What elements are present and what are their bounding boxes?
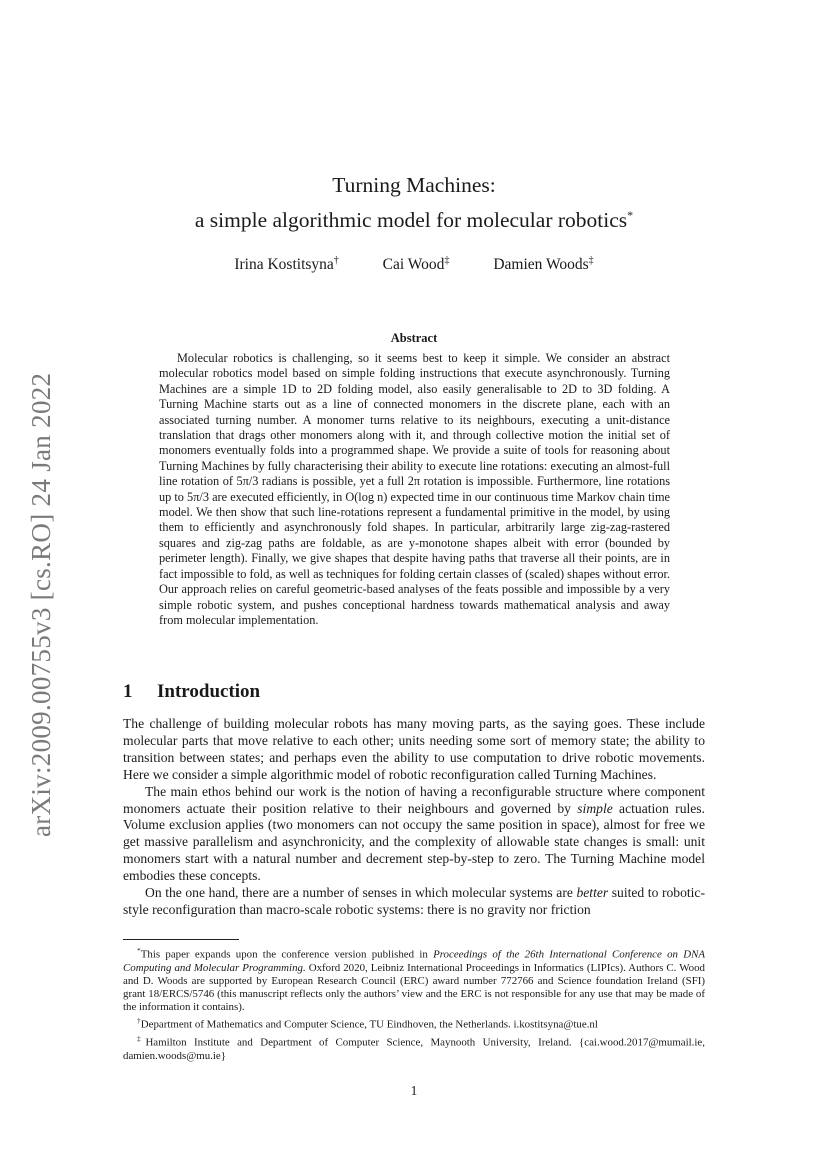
paragraph: The challenge of building molecular robots has many moving parts, as the saying goes. These include molecular parts that move relative to each other; units needing some sort of memory state; the ability to transition between states; and perhaps even the ability to use computation to drive robotic movements. Here we consider a simple algorithmic model of robotic reconfiguration called Turning Machines. <box>123 716 705 782</box>
arxiv-identifier: arXiv:2009.00755v3 [cs.RO] 24 Jan 2022 <box>26 372 56 838</box>
title-line-2: a simple algorithmic model for molecular robotics* <box>194 208 634 233</box>
author-list <box>123 255 705 274</box>
page-number: 1 <box>410 1083 418 1098</box>
paragraph: On the one hand, there are a number of senses in which molecular systems are better suited to robotic-style reconfiguration than macro-scale robotic systems: there is no gravity nor friction <box>123 885 705 917</box>
footnotes <box>123 944 705 1063</box>
paper-title <box>123 170 705 235</box>
section-heading <box>123 681 260 703</box>
title-line-1: Turning Machines: <box>332 173 496 197</box>
author: Cai Wood‡ <box>382 255 450 274</box>
footnote: †Department of Mathematics and Computer Science, TU Eindhoven, the Netherlands. i.kostitsyna@tue.nl <box>137 1016 598 1031</box>
title-footnote-mark: * <box>627 208 634 222</box>
author: Irina Kostitsyna† <box>234 255 339 274</box>
footnote: ‡Hamilton Institute and Department of Computer Science, Maynooth University, Ireland. {cai.wood.2017@mumail.ie, damien.woods@mu.ie} <box>123 1033 705 1062</box>
footnote: *This paper expands upon the conference version published in Proceedings of the 26th International Conference on DNA Computing and Molecular Programming. Oxford 2020, Leibniz International Proceedings in Informatics (LIPIcs). Authors C. Wood and D. Woods are supported by European Research Council (ERC) award number 772766 and Science foundation Ireland (SFI) grant 18/ERCS/5746 (this manuscript reflects only the authors’ view and the ERC is not responsible for any use that may be made of the information it contains). <box>123 946 705 1013</box>
section-title: Introduction <box>157 681 261 702</box>
body-text <box>123 716 705 919</box>
author: Damien Woods‡ <box>493 255 594 274</box>
section-number: 1 <box>123 681 133 702</box>
paragraph: The main ethos behind our work is the notion of having a reconfigurable structure where component monomers actuate their position relative to their neighbours and governed by simple actuation rules. Volume exclusion applies (two monomers can not occupy the same position in space), almost for free we get massive parallelism and asynchronicity, and the complexity of allowable state changes is small: unit monomers start with a natural number and decrement step-by-step to zero. The Turning Machine model embodies these concepts. <box>123 783 705 884</box>
footnote-rule <box>123 939 239 940</box>
abstract-heading: Abstract <box>390 331 438 345</box>
abstract-text: Molecular robotics is challenging, so it seems best to keep it simple. We consider an abstract molecular robotics model based on simple folding instructions that execute asynchronously. Turning Machines are a simple 1D to 2D folding model, also easily generalisable to 2D to 3D folding. A Turning Machine starts out as a line of connected monomers in the discrete plane, each with an associated turning number. A monomer turns relative to its neighbours, executing a unit-distance translation that drags other monomers along with it, and through collective motion the initial set of monomers eventually folds into a programmed shape. We provide a suite of tools for reasoning about Turning Machines by fully characterising their ability to execute line rotations: executing an almost-full line rotation of 5π/3 radians is possible, yet a full 2π rotation is impossible. Furthermore, line rotations up to 5π/3 are executed efficiently, in O(log n) expected time in our continuous time Markov chain time model. We then show that such line-rotations represent a fundamental primitive in the model, by using them to efficiently and asynchronously fold shapes. In particular, arbitrarily large zig-zag-rastered squares and zig-zag paths are foldable, as are y-monotone shapes albeit with error (bounded by perimeter length). Finally, we give shapes that despite having paths that traverse all their points, are in fact impossible to fold, as well as techniques for folding certain classes of (scaled) shapes without error. Our approach relies on careful geometric-based analyses of the feats possible and impossible by a very simple robotic system, and pushes conceptional hardness towards mathematical analysis and away from molecular implementation. <box>159 351 670 627</box>
